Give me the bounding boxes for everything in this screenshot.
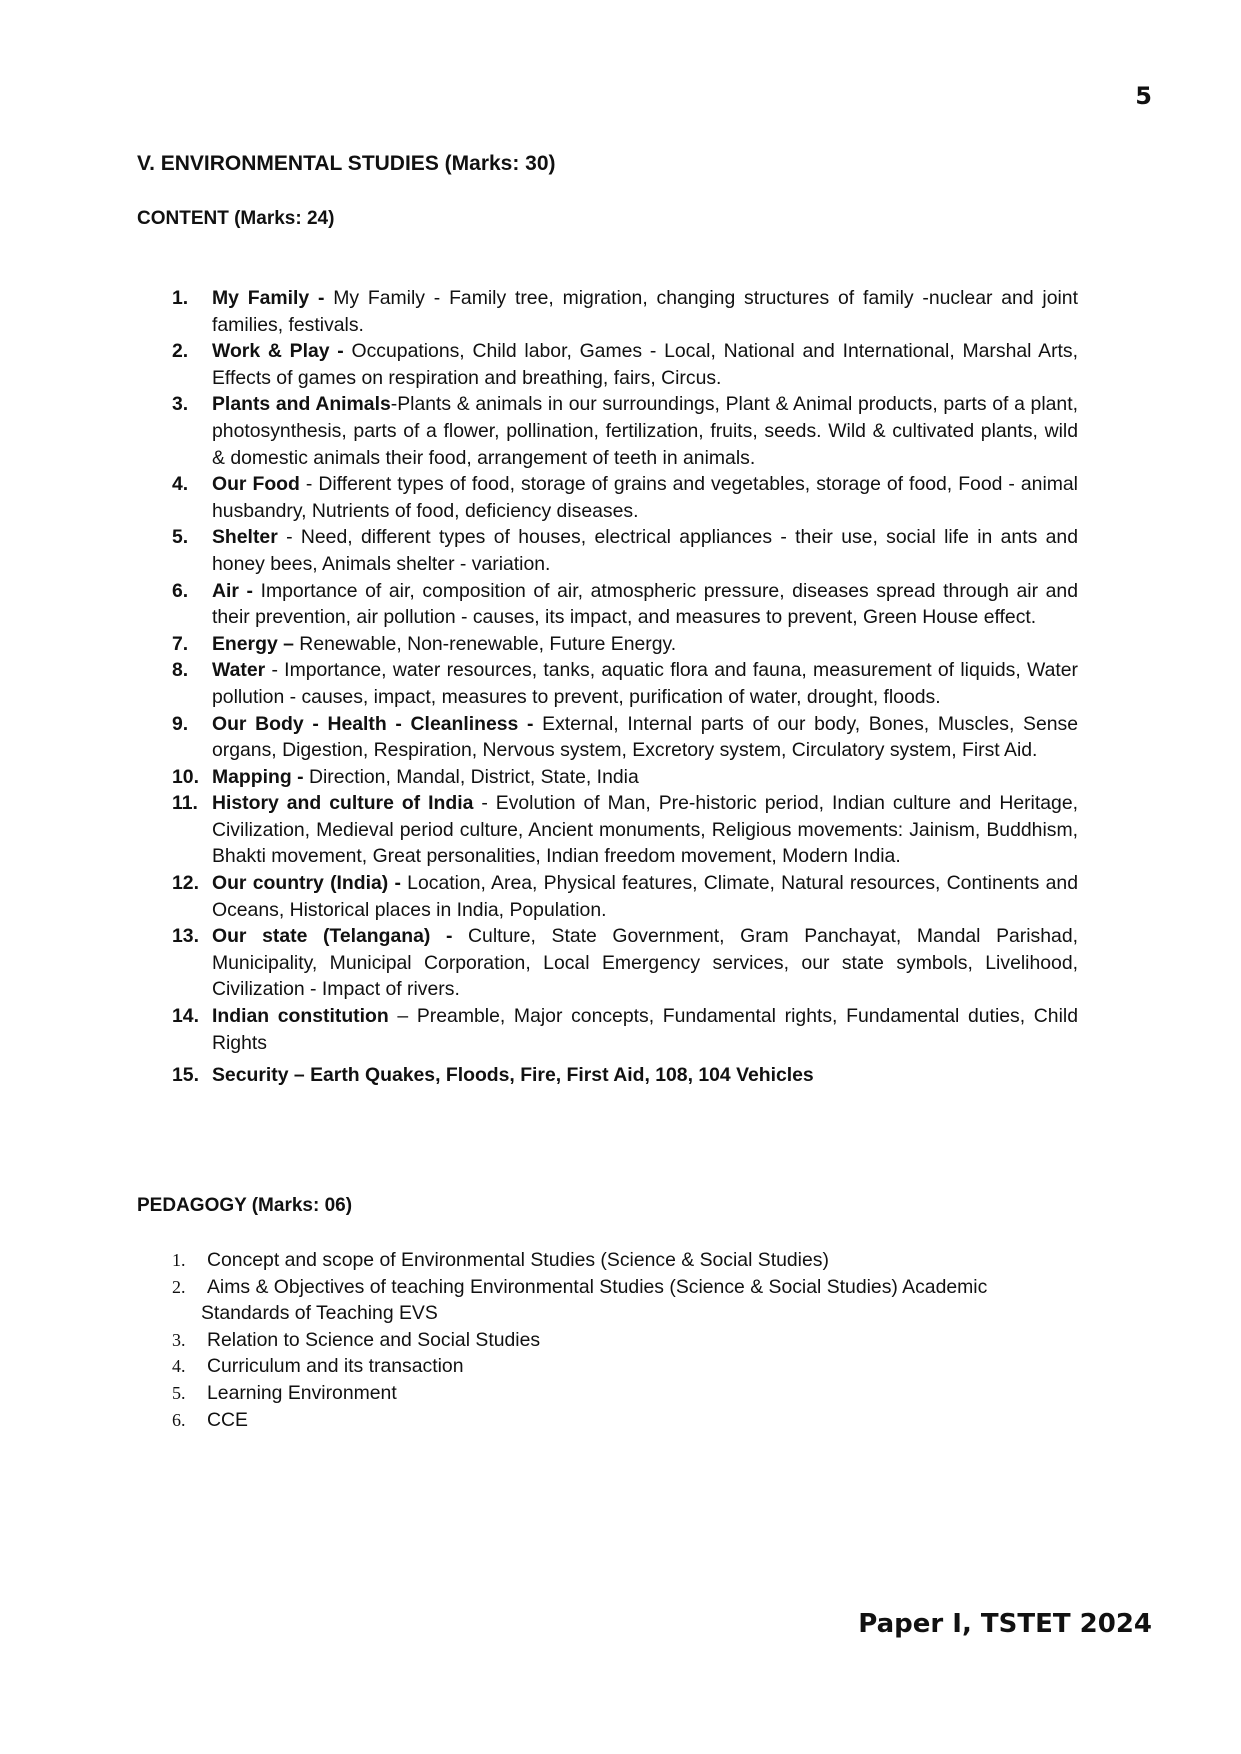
item-body [212,524,1078,577]
item-title: Indian constitution [212,1005,389,1028]
item-title: Water [212,659,266,682]
item-text: - Need, different types of houses, electrical appliances - their use, social life in ants and honey bees, Animals shelter - variation. [212,526,1078,575]
item-number: 14. [172,1005,199,1028]
item-text: Culture, State Government, Gram Panchayat, Mandal Parishad, Municipality, Municipal Corporation, Local Emergency services, our state symbols, Livelihood, Civilization - Impact of rivers. [212,925,1078,1001]
item-text: External, Internal parts of our body, Bones, Muscles, Sense organs, Digestion, Respiration, Nervous system, Excretory system, Circulatory system, First Aid. [212,712,1079,762]
item-number: 3. [172,393,189,416]
pedagogy-number: 2. [172,1276,186,1297]
pedagogy-text: Curriculum and its transaction [207,1355,464,1378]
content-item [172,338,1078,391]
item-text: Occupations, Child labor, Games - Local, National and International, Marshal Arts, Effects of games on respiration and breathing, fairs, Circus. [212,340,1078,389]
content-item [172,391,1078,471]
item-text: Renewable, Non-renewable, Future Energy. [293,632,677,655]
item-number: 10. [172,765,199,788]
pedagogy-text: Learning Environment [207,1381,397,1404]
item-body [212,1003,1078,1056]
item-text: Importance of air, composition of air, atmospheric pressure, diseases spread through air and their prevention, air pollution - causes, its impact, and measures to prevent, Green House effect. [212,579,1078,629]
item-title: Energy – [212,632,294,655]
item-title: Shelter [212,526,278,549]
item-body [212,764,1078,791]
item-number: 9. [172,712,189,735]
pedagogy-text: Concept and scope of Environmental Studies (Science & Social Studies) [207,1249,829,1271]
content-item [172,657,1078,710]
item-body [212,923,1078,1003]
item-title: History and culture of India [212,792,474,815]
content-list [172,285,1078,1089]
content-item [172,870,1078,923]
item-title: Security – Earth Quakes, Floods, Fire, First Aid, 108, 104 Vehicles [212,1064,814,1087]
content-item [172,1003,1078,1056]
item-title: Our Body - Health - Cleanliness - [212,712,534,735]
pedagogy-item [172,1327,1092,1354]
item-text: Direction, Mandal, District, State, India [303,765,639,788]
pedagogy-body [201,1274,1092,1327]
item-number: 2. [172,340,189,363]
item-number: 7. [172,632,189,655]
item-body [212,285,1078,338]
page-number: 5 [1135,82,1152,110]
item-title: Our Food [212,473,300,496]
item-body [212,631,1078,658]
footer-paper-title: Paper I, TSTET 2024 [858,1609,1152,1639]
section-title: V. ENVIRONMENTAL STUDIES (Marks: 30) [137,152,556,175]
item-number: 11. [172,792,198,815]
item-title: Plants and Animals [212,393,391,416]
item-text: – Preamble, Major concepts, Fundamental rights, Fundamental duties, Child Rights [212,1005,1078,1054]
item-title: Our state (Telangana) - [212,925,453,948]
pedagogy-number: 1. [172,1250,186,1270]
content-item [172,923,1078,1003]
item-number: 13. [172,925,199,948]
item-title: Mapping - [212,765,304,788]
pedagogy-item [172,1407,1092,1434]
content-item [172,711,1078,764]
item-body [212,338,1078,391]
item-title: Air - [212,579,253,602]
pedagogy-item [172,1247,1092,1274]
item-body [212,471,1078,524]
item-text: My Family - Family tree, migration, changing structures of family -nuclear and joint families, festivals. [212,287,1078,336]
content-item [172,764,1078,791]
content-item [172,631,1078,658]
pedagogy-continuation: Standards of Teaching EVS [201,1302,438,1325]
item-body [212,578,1078,631]
pedagogy-list [172,1247,1092,1433]
content-item [172,1062,1078,1089]
item-title: My Family - [212,287,325,309]
item-number: 12. [172,872,199,895]
content-item [172,471,1078,524]
item-body [212,790,1078,870]
item-body [212,391,1078,471]
item-number: 8. [172,659,189,682]
item-text: -Plants & animals in our surroundings, Plant & Animal products, parts of a plant, photosynthesis, parts of a flower, pollination, fertilization, fruits, seeds. Wild & cultivated plants, wild & domestic animals their food, arrangement of teeth in animals. [212,393,1078,469]
item-text: - Importance, water resources, tanks, aquatic flora and fauna, measurement of liquids, Water pollution - causes, impact, measures to prevent, purification of water, drought, floods. [212,659,1078,708]
content-heading: CONTENT (Marks: 24) [137,208,335,229]
pedagogy-item [172,1274,1092,1327]
pedagogy-number: 3. [172,1329,186,1350]
item-number: 5. [172,526,189,549]
item-title: Our country (India) - [212,872,401,895]
pedagogy-number: 6. [172,1409,186,1430]
pedagogy-number: 4. [172,1356,186,1377]
pedagogy-text: Relation to Science and Social Studies [207,1328,541,1351]
item-body [212,657,1078,710]
content-item [172,790,1078,870]
item-number: 4. [172,473,189,496]
pedagogy-text: Aims & Objectives of teaching Environmental Studies (Science & Social Studies) Academic [207,1275,988,1298]
content-item [172,578,1078,631]
content-item [172,285,1078,338]
item-number: 15. [172,1064,199,1087]
item-title: Work & Play - [212,340,344,363]
pedagogy-text: CCE [207,1408,248,1431]
item-number: 1. [172,287,189,309]
item-text: - Evolution of Man, Pre-historic period, Indian culture and Heritage, Civilization, Medieval period culture, Ancient monuments, Religious movements: Jainism, Buddhism, Bhakti movement, Great personalities, Indian freedom movement, Modern India. [212,792,1078,868]
pedagogy-number: 5. [172,1382,186,1403]
pedagogy-heading: PEDAGOGY (Marks: 06) [137,1195,353,1216]
item-text: - Different types of food, storage of grains and vegetables, storage of food, Food - animal husbandry, Nutrients of food, deficiency diseases. [212,473,1078,522]
pedagogy-item [172,1353,1092,1380]
item-body [212,1062,1078,1089]
pedagogy-item [172,1380,1092,1407]
item-body [212,711,1078,764]
content-item [172,524,1078,577]
item-body [212,870,1078,923]
item-text: Location, Area, Physical features, Climate, Natural resources, Continents and Oceans, Historical places in India, Population. [212,872,1078,921]
item-number: 6. [172,579,189,602]
